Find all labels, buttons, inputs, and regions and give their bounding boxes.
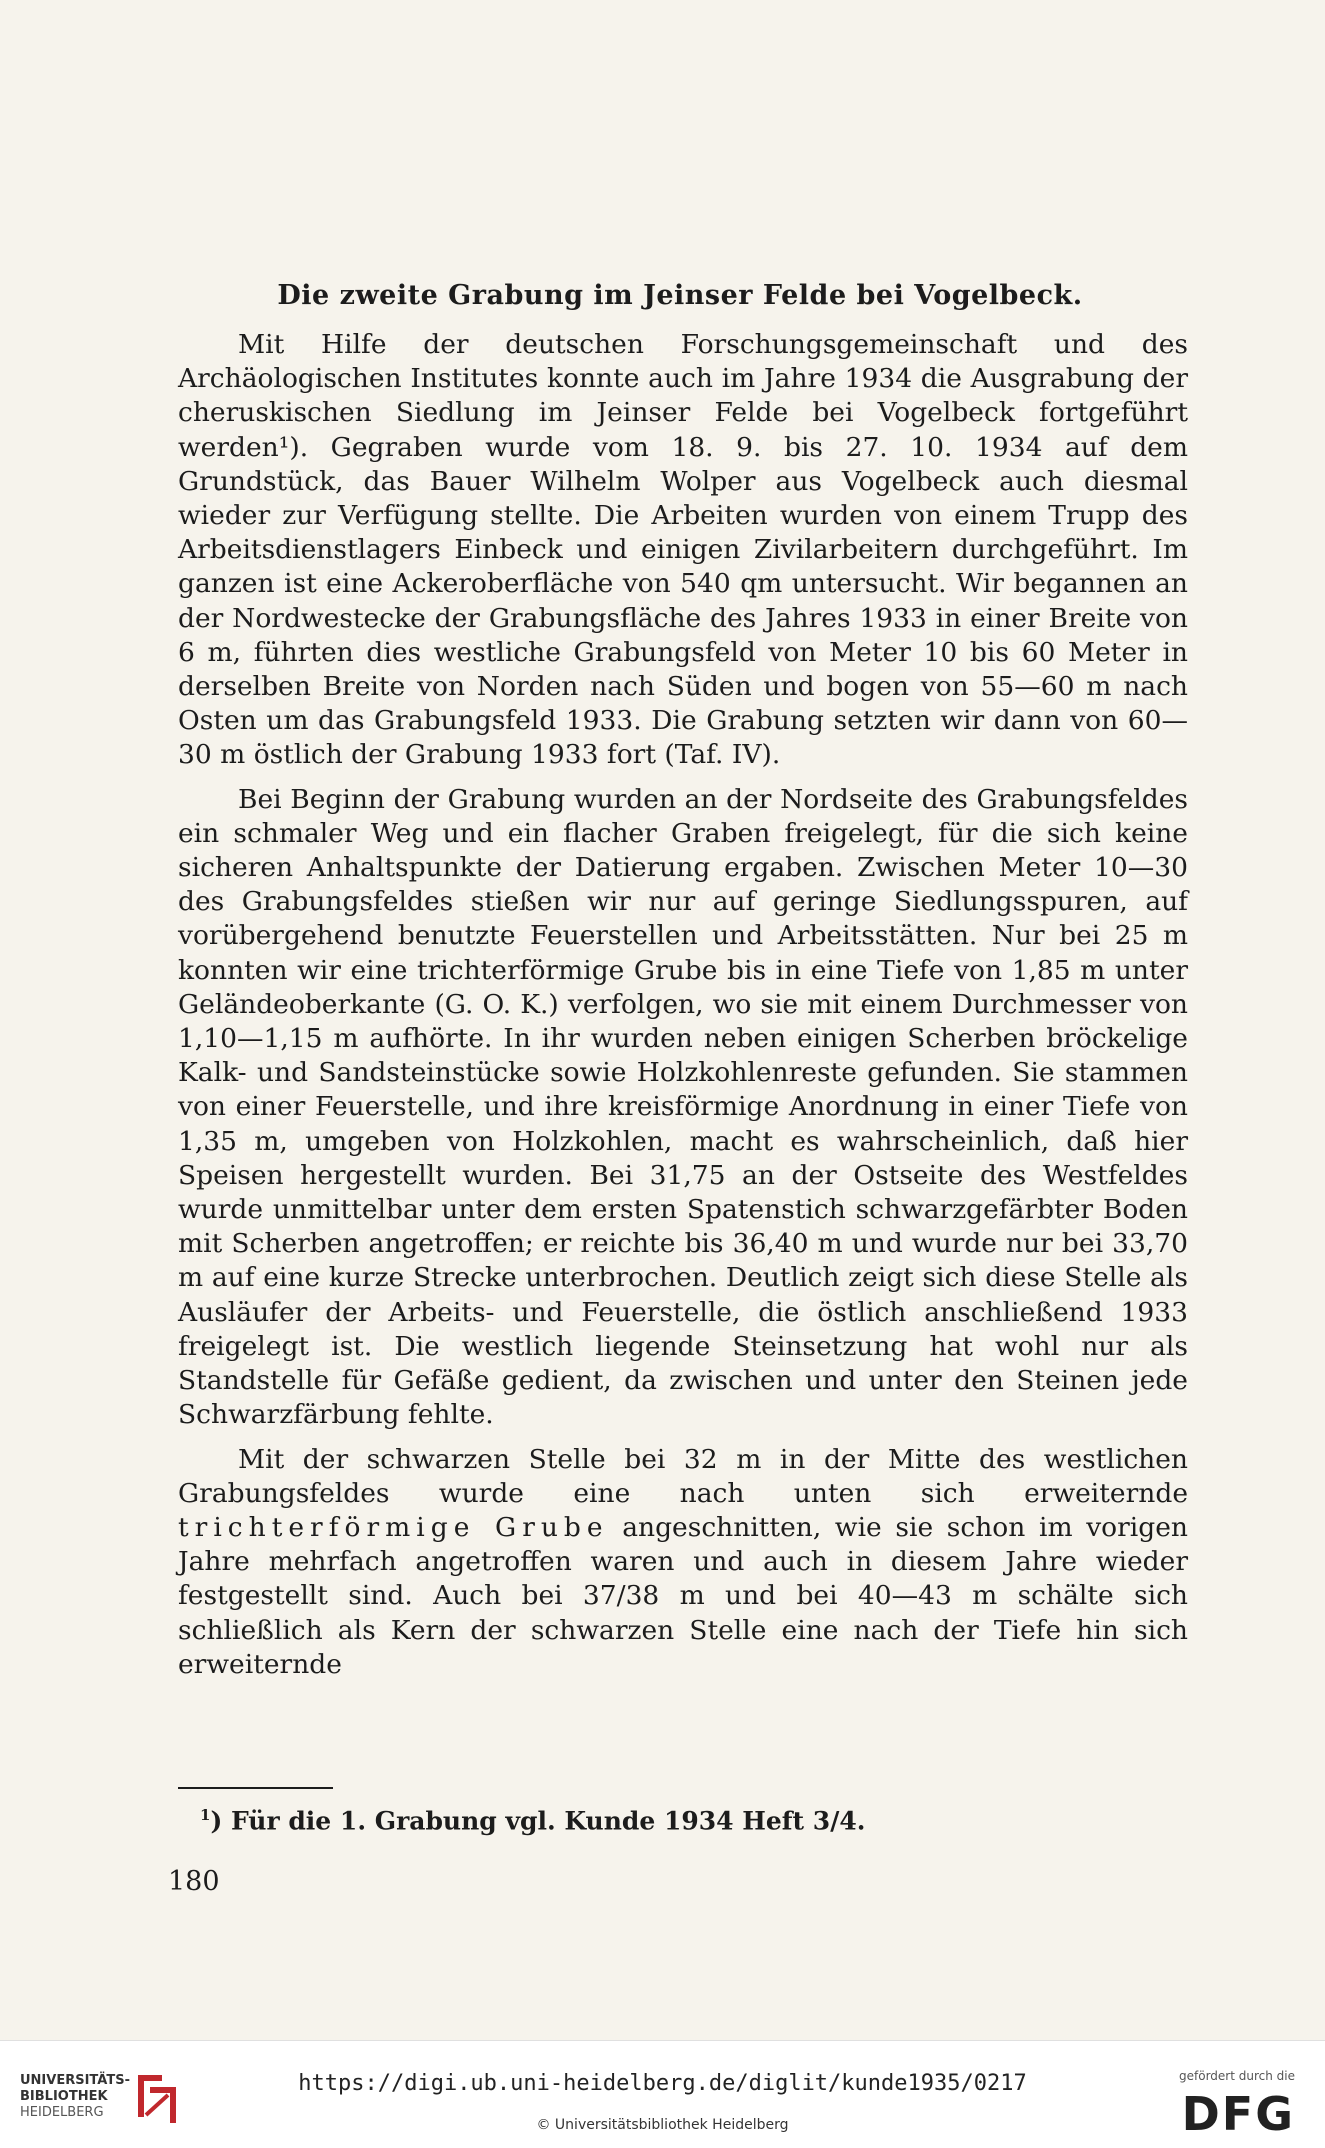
footnote-marker: 1 [200, 1806, 211, 1824]
library-name-line-3: HEIDELBERG [20, 2105, 104, 2120]
library-name-line-2: BIBLIOTHEK [20, 2089, 108, 2104]
page-number: 180 [168, 1866, 220, 1897]
paragraph-3 [178, 1443, 1188, 1682]
page-url-link[interactable]: https://digi.ub.uni-heidelberg.de/diglit/kunde1935/0217 [298, 2071, 1027, 2096]
paragraph-2: Bei Beginn der Grabung wurden an der Nordseite des Grabungsfeldes ein schmaler Weg und ein flacher Graben freigelegt, für die sich keine sicheren Anhaltspunkte der Datierung ergaben. Zwischen Meter 10—30 des Grabungsfeldes stießen wir nur auf geringe Siedlungsspuren, auf vorübergehend benutzte Feuerstellen und Arbeitsstätten. Nur bei 25 m konnten wir eine trichterförmige Grube bis in eine Tiefe von 1,85 m unter Geländeoberkante (G. O. K.) verfolgen, wo sie mit einem Durchmesser von 1,10—1,15 m aufhörte. In ihr wurden neben einigen Scherben bröckelige Kalk- und Sandsteinstücke sowie Holzkohlenreste gefunden. Sie stammen von einer Feuerstelle, und ihre kreisförmige Anordnung in einer Tiefe von 1,35 m, umgeben von Holzkohlen, macht es wahrscheinlich, daß hier Speisen hergestellt wurden. Bei 31,75 an der Ostseite des Westfeldes wurde unmittelbar unter dem ersten Spatenstich schwarzgefärbter Boden mit Scherben angetroffen; er reichte bis 36,40 m und wurde nur bei 33,70 m auf eine kurze Strecke unterbrochen. Deutlich zeigt sich diese Stelle als Ausläufer der Arbeits- und Feuerstelle, die östlich anschließend 1933 freigelegt ist. Die westlich liegende Steinsetzung hat wohl nur als Standstelle für Gefäße gedient, da zwischen und unter den Steinen jede Schwarzfärbung fehlte. [178, 783, 1188, 1431]
section-heading: Die zweite Grabung im Jeinser Felde bei Vogelbeck. [277, 280, 1083, 311]
dfg-logo[interactable]: DFG [1181, 2087, 1295, 2141]
paragraph-3-spaced-term: trichterförmige Grube [178, 1511, 609, 1543]
paragraph-3-end: angeschnitten, wie sie schon im vorigen Jahre mehrfach angetroffen waren und auch in diesem Jahre wieder festgestellt sind. Auch bei 37/38 m und bei 40—43 m schälte sich schließlich als Kern der schwarzen Stelle eine nach der Tiefe hin sich erweiternde [178, 1511, 1188, 1680]
body-text [178, 328, 1188, 1692]
footnote [200, 1806, 865, 1835]
library-name-line-1: UNIVERSITÄTS- [20, 2073, 130, 2088]
footer-bar [0, 2040, 1325, 2148]
paragraph-3-start: Mit der schwarzen Stelle bei 32 m in der Mitte des westlichen Grabungsfeldes wurde eine nach unten sich erweiternde [178, 1443, 1188, 1509]
copyright-notice: © Universitätsbibliothek Heidelberg [536, 2117, 789, 2133]
footnote-divider [178, 1787, 333, 1789]
footnote-text: ) Für die 1. Grabung vgl. Kunde 1934 Heft 3/4. [210, 1806, 866, 1836]
paragraph-1: Mit Hilfe der deutschen Forschungsgemeinschaft und des Archäologischen Institutes konnte auch im Jahre 1934 die Ausgrabung der cheruskischen Siedlung im Jeinser Felde bei Vogelbeck fortgeführt werden¹). Gegraben wurde vom 18. 9. bis 27. 10. 1934 auf dem Grundstück, das Bauer Wilhelm Wolper aus Vogelbeck auch diesmal wieder zur Verfügung stellte. Die Arbeiten wurden von einem Trupp des Arbeitsdienstlagers Einbeck und einigen Zivilarbeitern durchgeführt. Im ganzen ist eine Ackeroberfläche von 540 qm untersucht. Wir begannen an der Nordwestecke der Grabungsfläche des Jahres 1933 in einer Breite von 6 m, führten dies westliche Grabungsfeld von Meter 10 bis 60 Meter in derselben Breite von Norden nach Süden und bogen von 55—60 m nach Osten um das Grabungsfeld 1933. Die Grabung setzten wir dann von 60—30 m östlich der Grabung 1933 fort (Taf. IV). [178, 329, 1188, 771]
funding-label: gefördert durch die [1179, 2069, 1295, 2083]
